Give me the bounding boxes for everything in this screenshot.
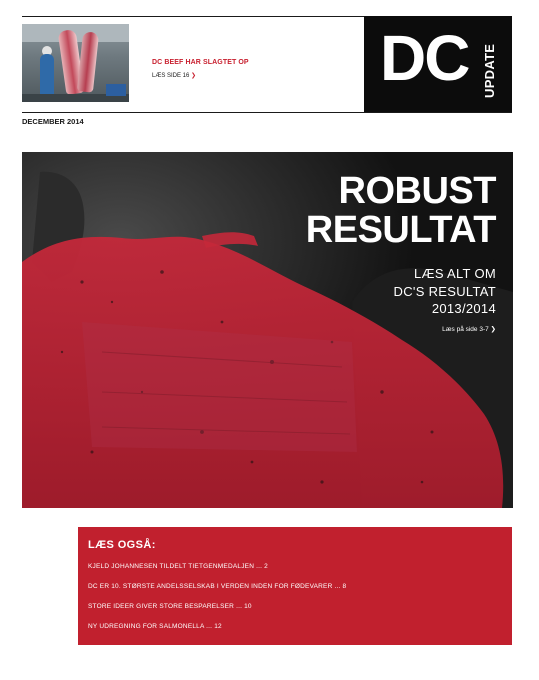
hero-sub-line: 2013/2014 <box>431 301 496 317</box>
teaser-link[interactable] <box>152 72 196 79</box>
hero-cover[interactable] <box>22 152 513 508</box>
masthead <box>364 16 512 113</box>
hero-subheading <box>394 265 496 318</box>
hero-sub-line: LÆS ALT OM <box>414 266 496 281</box>
chevron-right-icon: ❯ <box>191 73 197 79</box>
masthead-tagline: UPDATE <box>482 43 497 98</box>
contents-item[interactable]: KJELD JOHANNESEN TILDELT TIETGENMEDALJEN ... 2 <box>88 563 268 570</box>
hero-headline-line: RESULTAT <box>305 208 496 251</box>
issue-date: DECEMBER 2014 <box>22 117 84 126</box>
contents-item[interactable]: NY UDREGNING FOR SALMONELLA ... 12 <box>88 623 222 630</box>
photo-crate <box>106 84 126 96</box>
photo-worker <box>40 54 54 98</box>
hero-read-more-link[interactable]: Læs på side 3-7 ❯ <box>442 326 496 333</box>
teaser-link-text[interactable]: LÆS SIDE 16 <box>152 73 190 79</box>
hero-headline <box>306 172 496 250</box>
hero-sub-line: DC'S RESULTAT <box>393 283 496 299</box>
header-rule <box>22 112 512 113</box>
hero-headline-line: ROBUST <box>338 170 496 212</box>
contents-heading: LÆS OGSÅ: <box>88 539 156 551</box>
contents-item[interactable]: STORE IDEER GIVER STORE BESPARELSER ... 10 <box>88 603 252 610</box>
teaser-title[interactable]: DC BEEF HAR SLAGTET OP <box>152 59 249 66</box>
masthead-logo: DC <box>380 22 469 94</box>
contents-box <box>78 527 512 645</box>
contents-item[interactable]: DC ER 10. STØRSTE ANDELSSELSKAB I VERDEN INDEN FOR FØDEVARER ... 8 <box>88 583 347 590</box>
teaser-photo[interactable] <box>22 24 129 102</box>
